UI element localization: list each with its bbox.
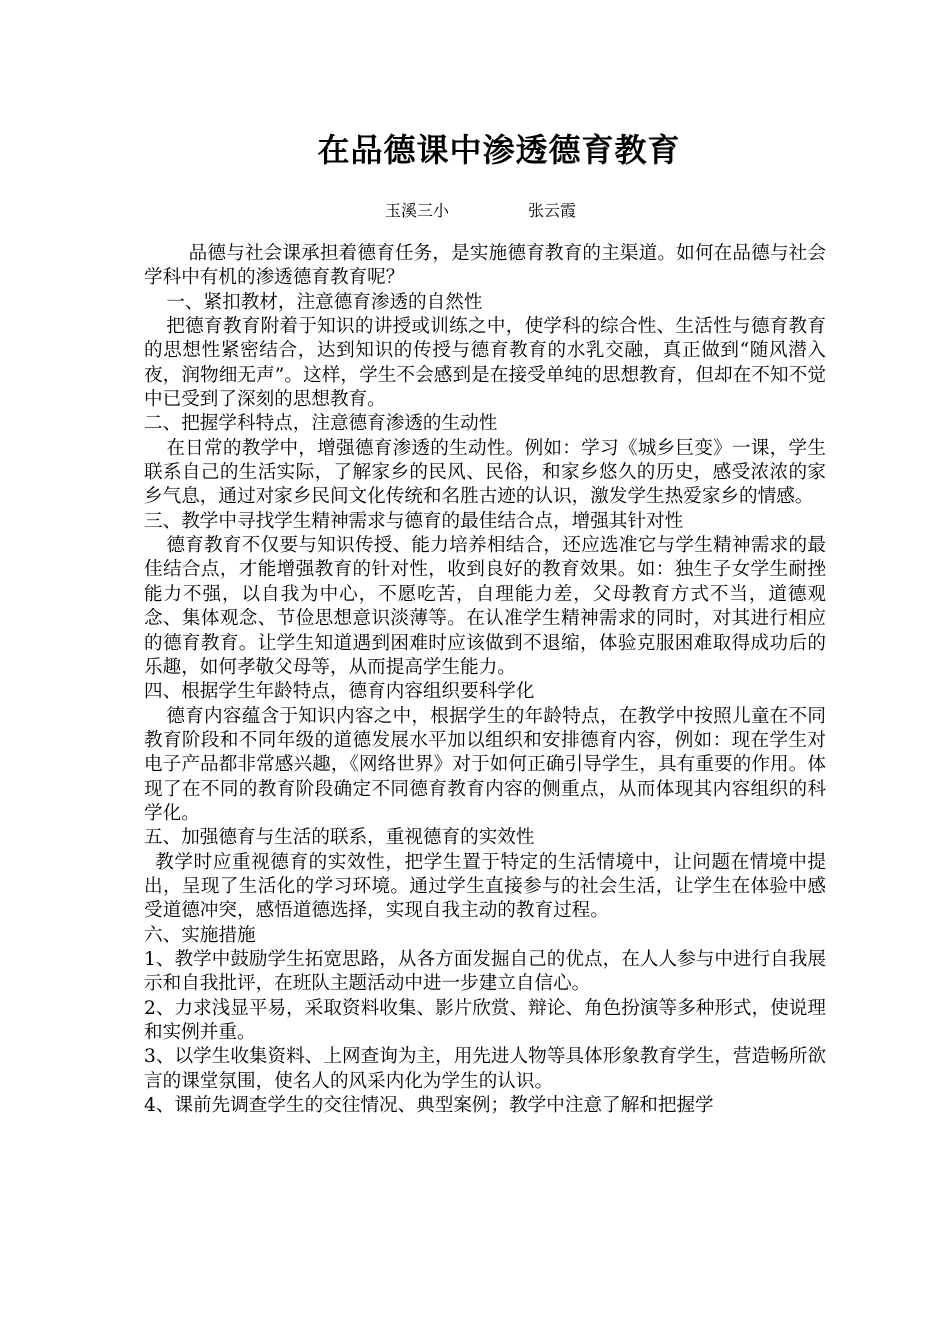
author-name: 张云霞 [528,201,577,220]
paragraph-intro: 品德与社会课承担着德育任务，是实施德育教育的主渠道。如何在品德与社会学科中有机的渗透德育教育呢？ [144,243,826,289]
school-name: 玉溪三小 [385,201,450,220]
section-heading-6: 六、实施措施 [144,924,256,946]
paragraph-section-5: 教学时应重视德育的实效性，把学生置于特定的生活情境中，让问题在情境中提出，呈现了生活化的学习环境。通过学生直接参与的社会生活，让学生在体验中感受道德冲突，感悟道德选择，实现自我主动的教育过程。 [144,851,826,922]
measure-item-1: 1、教学中鼓励学生拓宽思路，从各方面发掘自己的优点，在人人参与中进行自我展示和自我批评，在班队主题活动中进一步建立自信心。 [144,948,826,995]
paragraph-section-1: 把德育教育附着于知识的讲授或训练之中，使学科的综合性、生活性与德育教育的思想性紧密结合，达到知识的传授与德育教育的水乳交融，真正做到“随风潜入夜，润物细无声”。这样，学生不会感到是在接受单纯的思想教育，但却在不知不觉中已受到了深刻的思想教育。 [144,316,826,411]
measure-item-2: 2、力求浅显平易，采取资料收集、影片欣赏、辩论、角色扮演等多种形式，使说理和实例并重。 [144,997,826,1043]
section-heading-1: 一、紧扣教材，注意德育渗透的自然性 [166,291,483,313]
section-heading-4: 四、根据学生年龄特点，德育内容组织要科学化 [144,681,535,703]
section-heading-2: 二、把握学科特点，注意德育渗透的生动性 [144,413,498,435]
paragraph-section-4: 德育内容蕴含于知识内容之中，根据学生的年龄特点，在教学中按照儿童在不同教育阶段和不同年级的道德发展水平加以组织和安排德育内容，例如：现在学生对电子产品都非常感兴趣，《网络世界》对于如何正确引导学生，具有重要的作用。体现了在不同的教育阶段确定不同德育教育内容的侧重点，从而体现其内容组织的科学化。 [144,705,826,824]
document-title: 在品德课中渗透德育教育 [317,131,681,169]
paragraph-section-2: 在日常的教学中，增强德育渗透的生动性。例如：学习《城乡巨变》一课，学生联系自己的生活实际，了解家乡的民风、民俗，和家乡悠久的历史，感受浓浓的家乡气息，通过对家乡民间文化传统和名胜古迹的认识，激发学生热爱家乡的情感。 [144,437,826,508]
document-body [144,242,826,1118]
paragraph-section-3: 德育教育不仅要与知识传授、能力培养相结合，还应选准它与学生精神需求的最佳结合点，才能增强教育的针对性，收到良好的教育效果。如：独生子女学生耐挫能力不强，以自我为中心，不愿吃苦，自理能力差，父母教育方式不当，道德观念、集体观念、节俭思想意识淡薄等。在认准学生精神需求的同时，对其进行相应的德育教育。让学生知道遇到困难时应该做到不退缩，体验克服困难取得成功后的乐趣，如何孝敬父母等，从而提高学生能力。 [144,535,826,678]
section-heading-5: 五、加强德育与生活的联系，重视德育的实效性 [144,827,535,849]
measure-item-3: 3、以学生收集资料、上网查询为主，用先进人物等具体形象教育学生，营造畅所欲言的课堂氛围，使名人的风采内化为学生的认识。 [144,1046,826,1092]
section-heading-3: 三、教学中寻找学生精神需求与德育的最佳结合点，增强其针对性 [144,510,684,532]
measure-item-4: 4、课前先调查学生的交往情况、典型案例；教学中注意了解和把握学 [144,1095,714,1117]
